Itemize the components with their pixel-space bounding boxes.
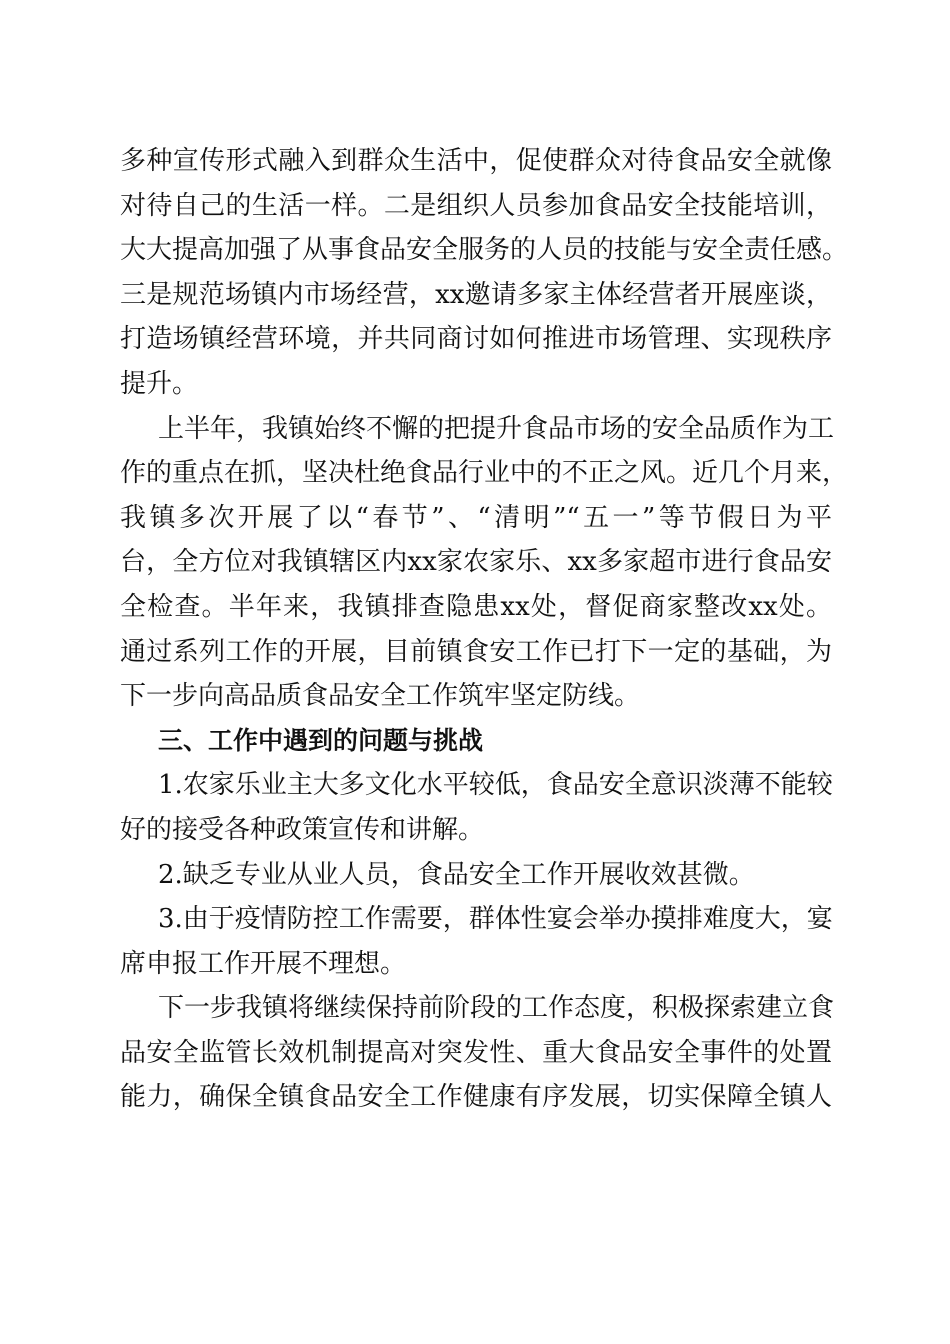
paragraph-line: 上半年，我镇始终不懈的把提升食品市场的安全品质作为工 <box>158 413 835 444</box>
paragraph-line: 多种宣传形式融入到群众生活中，促使群众对待食品安全就像 <box>120 146 832 176</box>
paragraph-line: 下一步向高品质食品安全工作筑牢坚定防线。 <box>120 681 641 712</box>
paragraph-line: 三是规范场镇内市场经营，xx邀请多家主体经营者开展座谈， <box>120 279 832 310</box>
list-item-line: 好的接受各种政策宣传和讲解。 <box>120 814 485 845</box>
paragraph-1 <box>120 139 849 407</box>
paragraph-2 <box>120 407 849 719</box>
section-heading: 三、工作中遇到的问题与挑战 <box>158 725 484 755</box>
list-item-line: 席申报工作开展不理想。 <box>120 948 407 979</box>
list-item-line: 1.农家乐业主大多文化水平较低，食品安全意识淡薄不能较 <box>158 770 833 801</box>
paragraph-line: 作的重点在抓，坚决杜绝食品行业中的不正之风。近几个月来， <box>120 458 849 489</box>
list-item-1 <box>120 763 832 852</box>
paragraph-line: 能力，确保全镇食品安全工作健康有序发展，切实保障全镇人 <box>120 1082 832 1113</box>
paragraph-line: 全检查。半年来，我镇排查隐患xx处，督促商家整改xx处。 <box>120 591 832 622</box>
list-item-2 <box>120 853 832 898</box>
paragraph-line: 台，全方位对我镇辖区内xx家农家乐、xx多家超市进行食品安 <box>120 547 832 578</box>
list-item-line: 3.由于疫情防控工作需要，群体性宴会举办摸排难度大，宴 <box>158 904 833 935</box>
paragraph-line: 我镇多次开展了以“春节”、“清明”“五一”等节假日为平 <box>120 502 832 533</box>
document-body <box>120 139 849 1120</box>
paragraph-line: 通过系列工作的开展，目前镇食安工作已打下一定的基础，为 <box>120 636 832 667</box>
paragraph-line: 下一步我镇将继续保持前阶段的工作态度，积极探索建立食 <box>158 993 835 1024</box>
paragraph-line: 对待自己的生活一样。二是组织人员参加食品安全技能培训， <box>120 190 832 221</box>
paragraph-line: 打造场镇经营环境，并共同商讨如何推进市场管理、实现秩序 <box>120 324 832 355</box>
paragraph-line: 大大提高加强了从事食品安全服务的人员的技能与安全责任感。 <box>120 235 849 266</box>
paragraph-3 <box>120 986 835 1120</box>
paragraph-line: 提升。 <box>120 368 199 399</box>
list-item-line: 2.缺乏专业从业人员，食品安全工作开展收效甚微。 <box>158 859 755 890</box>
paragraph-line: 品安全监管长效机制提高对突发性、重大食品安全事件的处置 <box>120 1037 832 1068</box>
list-item-3 <box>120 897 832 986</box>
